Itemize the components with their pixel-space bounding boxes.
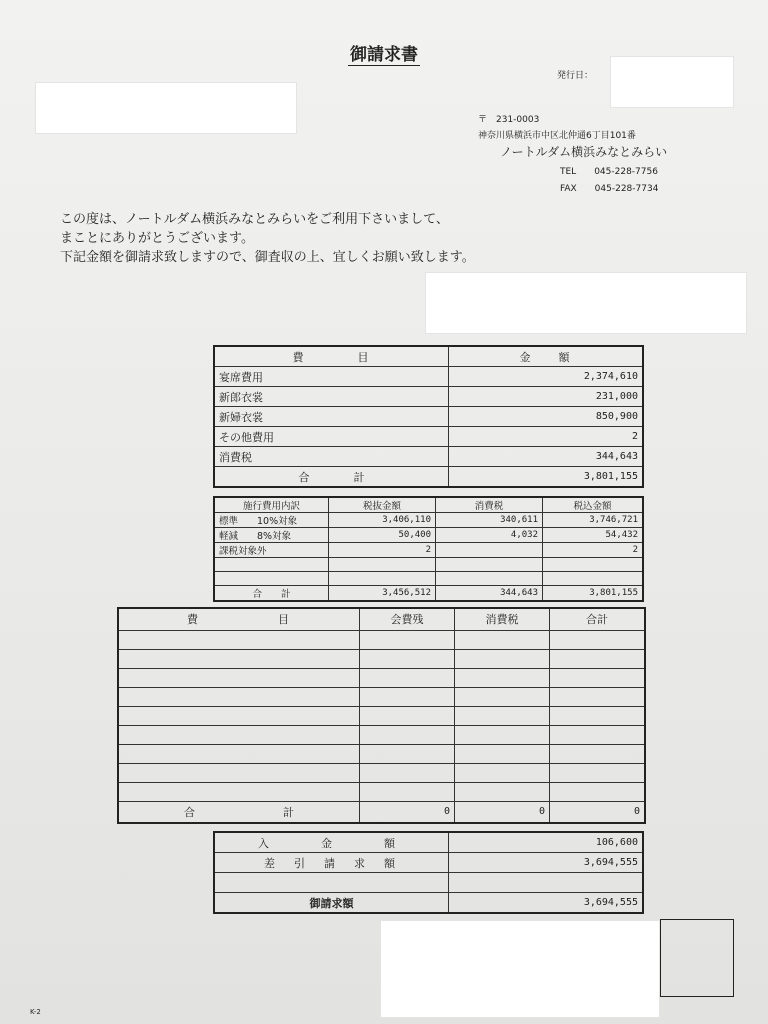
row-label: その他費用 [214, 427, 449, 447]
total-cell: 3,801,155 [543, 586, 644, 602]
column-header: 会費残 [360, 608, 455, 630]
cell: 50,400 [329, 528, 436, 543]
table-row [118, 687, 645, 706]
row-amount: 344,643 [449, 447, 644, 467]
table-row [214, 427, 643, 447]
column-header: 税抜金額 [329, 497, 436, 513]
table-row [214, 387, 643, 407]
column-header: 税込金額 [543, 497, 644, 513]
total-label: 合 計 [214, 586, 329, 602]
greeting-message [60, 210, 475, 267]
total-cell: 3,456,512 [329, 586, 436, 602]
cell: 3,406,110 [329, 513, 436, 528]
row-label: 課税対象外 [214, 543, 329, 558]
column-header: 金 額 [449, 346, 644, 367]
cell: 3,746,721 [543, 513, 644, 528]
total-cell: 0 [550, 801, 646, 823]
cell [329, 558, 436, 572]
total-row [214, 586, 643, 602]
table-row [214, 572, 643, 586]
cell [329, 572, 436, 586]
row-label: 新婦衣裳 [214, 407, 449, 427]
page-code: K-2 [30, 1008, 41, 1016]
stamp-box [660, 919, 734, 997]
cell: 4,032 [436, 528, 543, 543]
table-row [214, 447, 643, 467]
row-label: 新郎衣裳 [214, 387, 449, 407]
column-header: 消費税 [436, 497, 543, 513]
sender-company: ノートルダム横浜みなとみらい [500, 145, 668, 159]
row-label: 標準 10%対象 [214, 513, 329, 528]
payment-label: 入 金 額 [214, 832, 449, 853]
cell: 54,432 [543, 528, 644, 543]
redacted-block [425, 272, 747, 334]
table-row [118, 782, 645, 801]
total-label: 合 計 [118, 801, 360, 823]
total-row [214, 893, 643, 914]
table-row [118, 649, 645, 668]
redacted-footer [380, 920, 660, 1018]
final-amount-table [213, 831, 644, 914]
table-row [214, 873, 643, 893]
summary-table [213, 345, 644, 488]
message-line: まことにありがとうございます。 [60, 231, 254, 246]
row-label [214, 572, 329, 586]
row-amount: 231,000 [449, 387, 644, 407]
table-row [214, 407, 643, 427]
column-header: 費 目 [118, 608, 360, 630]
sender-postal: 〒 231-0003 [478, 115, 540, 125]
table-row [118, 706, 645, 725]
total-cell: 0 [360, 801, 455, 823]
table-row [118, 763, 645, 782]
column-header: 費 目 [214, 346, 449, 367]
table-row [214, 832, 643, 853]
sender-fax: FAX 045-228-7734 [560, 184, 659, 194]
difference-label: 差 引 請 求 額 [214, 853, 449, 873]
message-line: この度は、ノートルダム横浜みなとみらいをご利用下さいまして、 [60, 212, 449, 227]
sender-tel: TEL 045-228-7756 [560, 167, 658, 177]
cell: 2 [329, 543, 436, 558]
table-row [118, 668, 645, 687]
sender-address: 神奈川県横浜市中区北仲通6丁目101番 [478, 131, 636, 141]
row-amount: 2,374,610 [449, 367, 644, 387]
row-label: 宴席費用 [214, 367, 449, 387]
table-row [214, 528, 643, 543]
total-row [118, 801, 645, 823]
table-row [214, 853, 643, 873]
cell [436, 572, 543, 586]
table-row [118, 725, 645, 744]
total-amount: 3,801,155 [449, 467, 644, 488]
issue-date-label: 発行日： [557, 71, 594, 81]
total-cell: 0 [455, 801, 550, 823]
difference-amount: 3,694,555 [449, 853, 644, 873]
table-row [214, 543, 643, 558]
cell: 2 [543, 543, 644, 558]
cell [436, 558, 543, 572]
billing-label: 御請求額 [214, 893, 449, 914]
cell [436, 543, 543, 558]
payment-amount: 106,600 [449, 832, 644, 853]
row-amount: 2 [449, 427, 644, 447]
row-label: 軽減 8%対象 [214, 528, 329, 543]
column-header: 合計 [550, 608, 646, 630]
cell [543, 572, 644, 586]
redacted-issue-date [610, 56, 734, 108]
row-amount: 850,900 [449, 407, 644, 427]
column-header: 消費税 [455, 608, 550, 630]
page-title: 御請求書 [350, 45, 418, 65]
total-row [214, 467, 643, 488]
row-label: 消費税 [214, 447, 449, 467]
table-row [214, 513, 643, 528]
table-row [118, 630, 645, 649]
tax-breakdown-table [213, 496, 644, 602]
table-row [118, 744, 645, 763]
total-label: 合 計 [214, 467, 449, 488]
cell: 340,611 [436, 513, 543, 528]
row-label [214, 558, 329, 572]
billing-amount: 3,694,555 [449, 893, 644, 914]
column-header: 施行費用内訳 [214, 497, 329, 513]
table-row [214, 558, 643, 572]
cell [543, 558, 644, 572]
redacted-recipient [35, 82, 297, 134]
total-cell: 344,643 [436, 586, 543, 602]
fees-table [117, 607, 646, 824]
table-row [214, 367, 643, 387]
message-line: 下記金額を御請求致しますので、御査収の上、宜しくお願い致します。 [60, 250, 475, 265]
